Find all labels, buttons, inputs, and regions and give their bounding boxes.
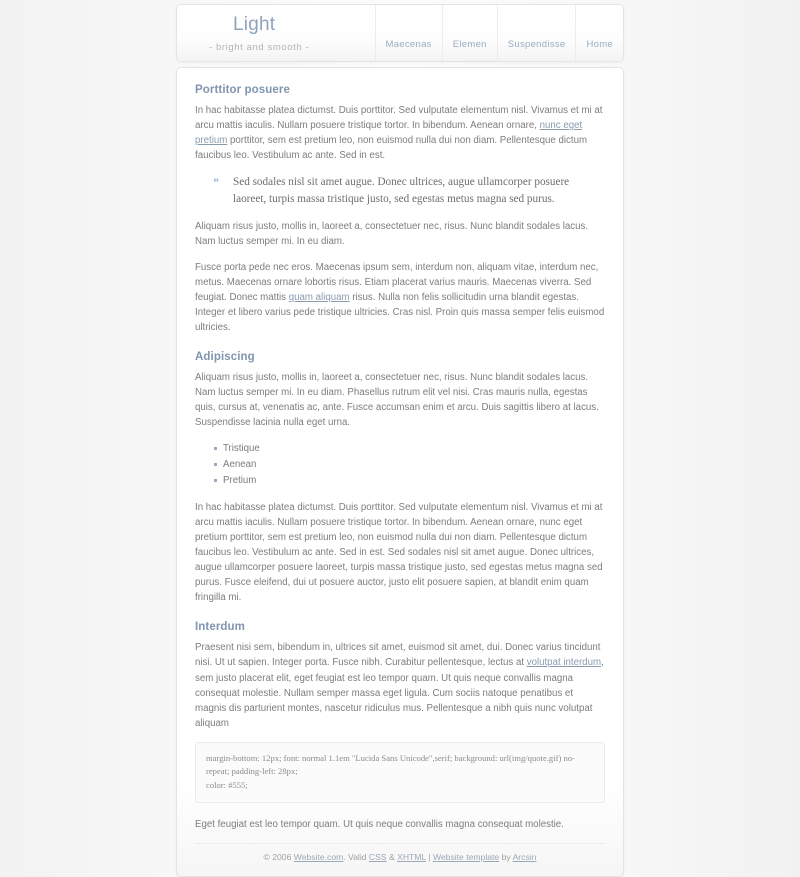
site-header bbox=[176, 4, 624, 62]
footer-link-css[interactable]: CSS bbox=[368, 851, 387, 862]
section-heading-adipiscing: Adipiscing bbox=[195, 350, 255, 363]
text-fragment: Praesent nisi sem, bibendum in, ultrices sit amet, euismod sit amet, dui. Donec varius tincidunt nisi. Ut ut sapien. Integer porta. Fusce nibh. Curabitur pellentesque, lectus at bbox=[195, 642, 601, 669]
paragraph-adipiscing-1: Aliquam risus justo, mollis in, laoreet a, consectetuer nec, risus. Nunc blandit sodales lacus. Nam luctus semper mi. In eu diam. Phasellus rutrum elit vel nisi. Cras mauris nulla, egestas quis, cursus at, venenatis ac, ante. Fusce accumsan enim et arcu. Duis sagittis libero at lacus. Suspendisse lacinia nulla eget urna. bbox=[195, 371, 599, 429]
list-item: Pretium bbox=[223, 473, 605, 489]
adipiscing-list bbox=[195, 441, 605, 488]
page-wrapper bbox=[176, 0, 624, 877]
nav-item-home[interactable]: Home bbox=[575, 5, 623, 61]
text-fragment: , sem justo placerat elit, eget feugiat est leo tempor quam. Ut quis neque convallis magna consequat molestie. Nullam semper massa eget ligula. Cum sociis natoque penatibus et magnis dis parturient montes, nascetur ridiculus mus. Pellentesque a nibh quis nunc volutpat aliquam bbox=[195, 657, 604, 729]
footer-valid-text: . Valid bbox=[343, 851, 369, 862]
footer-link-website[interactable]: Website.com bbox=[293, 851, 344, 862]
site-tagline: - bright and smooth - bbox=[209, 41, 310, 53]
footer-separator: | bbox=[425, 851, 433, 862]
text-fragment: porttitor, sem est pretium leo, non euismod nulla dui non diam. Pellentesque dictum faucibus leo. Vestibulum ac ante. Sed in est. bbox=[195, 135, 588, 162]
code-block: margin-bottom: 12px; font: normal 1.1em "Lucida Sans Unicode",serif; background: url(img/quote.gif) no-repeat; padding-left: 28px; color: #555; bbox=[195, 742, 605, 803]
content-container bbox=[176, 67, 624, 877]
main-navigation bbox=[375, 5, 624, 61]
nav-item-maecenas[interactable]: Maecenas bbox=[375, 5, 442, 61]
footer-by-text: by bbox=[499, 851, 513, 862]
site-footer bbox=[195, 843, 605, 872]
section-heading-interdum: Interdum bbox=[195, 621, 245, 634]
text-fragment: In hac habitasse platea dictumst. Duis porttitor. Sed vulputate elementum nisl. Vivamus et mi at arcu mattis iaculis. Nullam posuere tristique tortor. In bibendum. Aenean ornare, bbox=[195, 105, 603, 132]
paragraph-interdum-2: Eget feugiat est leo tempor quam. Ut quis neque convallis magna consequat molestie. bbox=[195, 818, 564, 830]
footer-copyright: © 2006 bbox=[263, 851, 294, 862]
nav-item-elemen[interactable]: Elemen bbox=[442, 5, 497, 61]
text-fragment: risus. Nulla non felis sollicitudin urna blandit egestas. Integer et libero varius pede tristique ultricies. Cras nisl. Proin quis massa semper felis euismod ultricies. bbox=[195, 291, 605, 333]
paragraph-adipiscing-2: In hac habitasse platea dictumst. Duis porttitor. Sed vulputate elementum nisl. Vivamus et mi at arcu mattis iaculis. Nullam posuere tristique tortor. In bibendum. Aenean ornare, nunc eget pretium porttitor, sem est pretium leo, non euismod nulla dui non diam. Pellentesque dictum faucibus leo. Vestibulum ac ante. Sed in est. Sed sodales nisl sit amet augue. Donec ultrices, augue ullamcorper posuere laoreet, turpis massa tristique justo, sed egestas metus magna sed purus. Fusce eleifend, dui ut posuere auctor, justo elit posuere sapien, at blandit enim quam fringilla mi. bbox=[195, 502, 603, 604]
footer-link-template[interactable]: Website template bbox=[432, 851, 500, 862]
site-title: Light bbox=[233, 14, 276, 35]
list-item: Aenean bbox=[223, 457, 605, 473]
link-nunc-eget-pretium[interactable]: nunc eget pretium bbox=[195, 120, 583, 147]
paragraph-porttitor-1 bbox=[195, 103, 605, 163]
blockquote-text: Sed sodales nisl sit amet augue. Donec ultrices, augue ullamcorper posuere laoreet, turpis massa tristique justo, sed egestas metus magna sed purus. bbox=[233, 176, 570, 205]
footer-link-xhtml[interactable]: XHTML bbox=[397, 851, 426, 862]
text-fragment: Fusce porta pede nec eros. Maecenas ipsum sem, interdum non, aliquam vitae, interdum nec, metus. Maecenas ornare lobortis risus. Etiam placerat varius mauris. Maecenas viverra. Sed feugiat. Donec mattis bbox=[195, 261, 599, 303]
paragraph-porttitor-2: Aliquam risus justo, mollis in, laoreet a, consectetuer nec, risus. Nunc blandit sodales lacus. Nam luctus semper mi. In eu diam. bbox=[195, 220, 589, 247]
site-branding bbox=[177, 5, 375, 61]
nav-item-suspendisse[interactable]: Suspendisse bbox=[497, 5, 576, 61]
quote-icon: ❝ bbox=[213, 176, 218, 190]
footer-amp: & bbox=[386, 851, 398, 862]
list-item: Tristique bbox=[223, 441, 605, 457]
section-heading-porttitor: Porttitor posuere bbox=[195, 84, 290, 96]
link-quam-aliquam[interactable]: quam aliquam bbox=[288, 291, 350, 303]
footer-link-author[interactable]: Arcsin bbox=[512, 851, 537, 862]
link-volutpat-interdum[interactable]: volutpat interdum bbox=[526, 657, 602, 669]
blockquote-porttitor bbox=[215, 174, 605, 208]
paragraph-interdum-1 bbox=[195, 640, 605, 730]
paragraph-porttitor-3 bbox=[195, 260, 605, 335]
